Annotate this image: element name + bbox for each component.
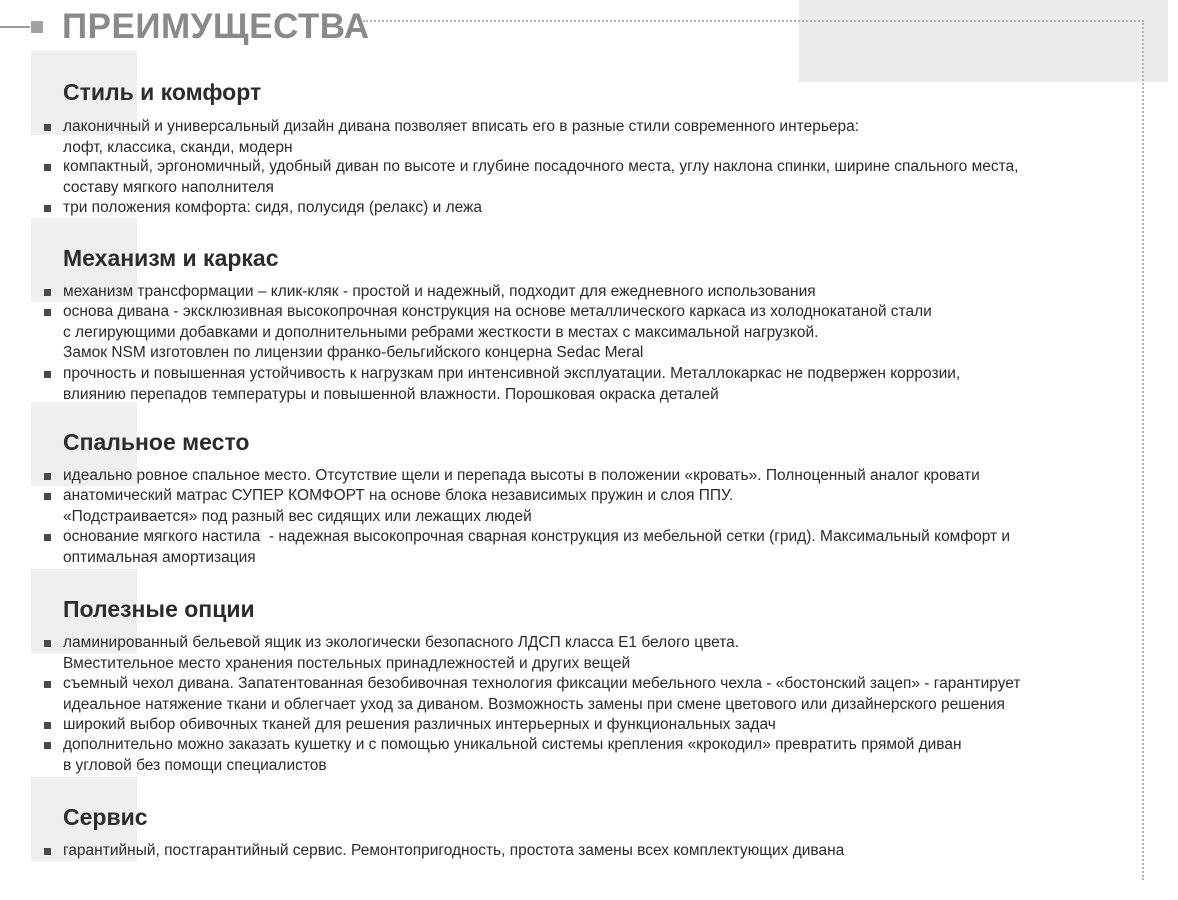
bullet-square-icon bbox=[44, 848, 51, 855]
list-item: основание мягкого настила - надежная высокопрочная сварная конструкция из мебельной сетки (грид). Максимальный комфорт и оптимальная амортизация bbox=[44, 527, 1010, 568]
bullet-square-icon bbox=[44, 493, 51, 500]
corner-decor-block bbox=[799, 0, 1168, 82]
list-item: гарантийный, постгарантийный сервис. Ремонтопригодность, простота замены всех комплектующих дивана bbox=[44, 841, 844, 862]
list-item: идеально ровное спальное место. Отсутствие щели и перепада высоты в положении «кровать». Полноценный аналог кровати bbox=[44, 466, 980, 487]
bullet-square-icon bbox=[44, 640, 51, 647]
list-item: механизм трансформации – клик-кляк - простой и надежный, подходит для ежедневного использования bbox=[44, 282, 816, 303]
list-item: ламинированный бельевой ящик из экологически безопасного ЛДСП класса Е1 белого цвета. Вместительное место хранения постельных принадлежностей и других вещей bbox=[44, 633, 739, 674]
page-title: ПРЕИМУЩЕСТВА bbox=[62, 7, 370, 46]
list-item: дополнительно можно заказать кушетку и с помощью уникальной системы крепления «крокодил» превратить прямой диван в угловой без помощи специалистов bbox=[44, 735, 962, 776]
list-item: лаконичный и универсальный дизайн дивана позволяет вписать его в разные стили современного интерьера: лофт, классика, сканди, модерн bbox=[44, 117, 859, 158]
section-title-mechanism-frame: Механизм и каркас bbox=[63, 245, 279, 271]
bullet-square-icon bbox=[44, 164, 51, 171]
list-item: основа дивана - эксклюзивная высокопрочная конструкция на основе металлического каркаса из холоднокатаной стали с легирующими добавками и дополнительными ребрами жесткости в местах с максимальной нагрузкой. Замок NSM изготовлен по лицензии франко-бельгийского концерна Sedac Meral bbox=[44, 302, 932, 364]
bullet-square-icon bbox=[44, 309, 51, 316]
list-item: широкий выбор обивочных тканей для решения различных интерьерных и функциональных задач bbox=[44, 715, 776, 736]
section-title-style-comfort: Стиль и комфорт bbox=[63, 79, 262, 105]
header-rule bbox=[0, 26, 30, 28]
list-item: анатомический матрас СУПЕР КОМФОРТ на основе блока независимых пружин и слоя ППУ. «Подстраивается» под разный вес сидящих или лежащих людей bbox=[44, 486, 733, 527]
bullet-square-icon bbox=[44, 534, 51, 541]
section-title-sleeping-place: Спальное место bbox=[63, 429, 250, 455]
list-item: прочность и повышенная устойчивость к нагрузкам при интенсивной эксплуатации. Металлокаркас не подвержен коррозии, влиянию перепадов температуры и повышенной влажности. Порошковая окраска деталей bbox=[44, 364, 960, 405]
section-title-service: Сервис bbox=[63, 804, 148, 830]
bullet-square-icon bbox=[44, 742, 51, 749]
list-item: компактный, эргономичный, удобный диван по высоте и глубине посадочного места, углу наклона спинки, ширине спального места, составу мягкого наполнителя bbox=[44, 157, 1018, 198]
header-square-marker bbox=[31, 21, 43, 33]
bullet-square-icon bbox=[44, 473, 51, 480]
bullet-square-icon bbox=[44, 205, 51, 212]
dotted-frame-right bbox=[1142, 20, 1144, 880]
bullet-square-icon bbox=[44, 371, 51, 378]
section-title-useful-options: Полезные опции bbox=[63, 596, 255, 622]
bullet-square-icon bbox=[44, 681, 51, 688]
bullet-square-icon bbox=[44, 722, 51, 729]
bullet-square-icon bbox=[44, 289, 51, 296]
list-item: три положения комфорта: сидя, полусидя (релакс) и лежа bbox=[44, 198, 482, 219]
bullet-square-icon bbox=[44, 124, 51, 131]
list-item: съемный чехол дивана. Запатентованная безобивочная технология фиксации мебельного чехла - «бостонский зацеп» - гарантирует идеальное натяжение ткани и облегчает уход за диваном. Возможность замены при смене цветового или дизайнерского решения bbox=[44, 674, 1020, 715]
dotted-frame-top bbox=[363, 20, 1144, 22]
